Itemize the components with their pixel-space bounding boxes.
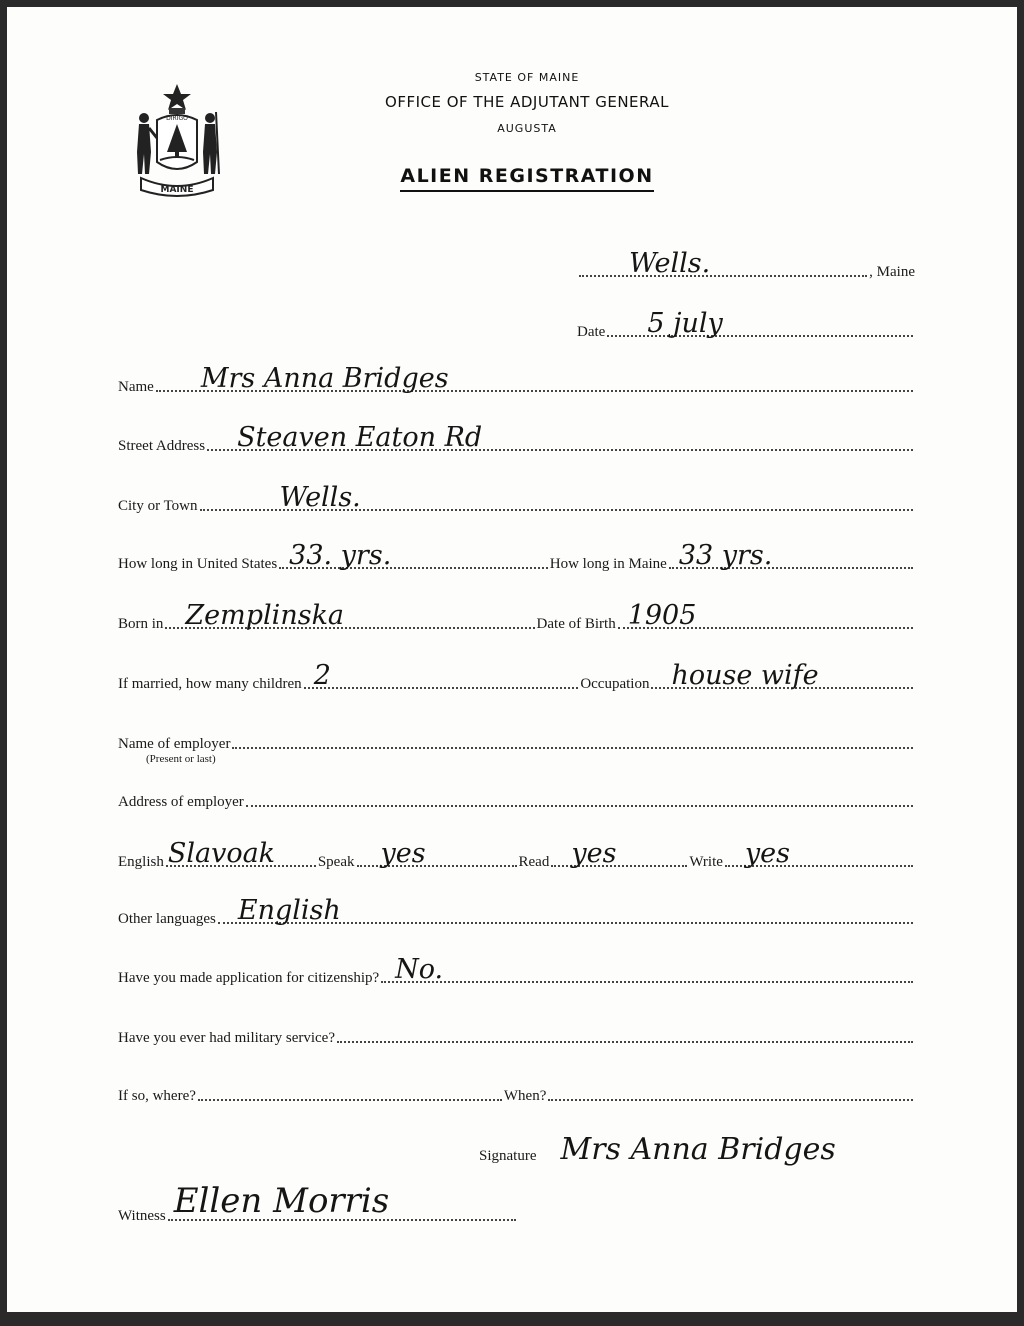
maine-years-label: How long in Maine — [549, 556, 667, 572]
street-value: Steaven Eaton Rd — [237, 422, 483, 453]
when-field[interactable] — [548, 1079, 913, 1101]
maine-state-seal-icon — [127, 82, 227, 202]
birth-date-value: 1905 — [627, 600, 697, 631]
witness-label: Witness — [118, 1208, 166, 1224]
where-field[interactable] — [198, 1079, 502, 1101]
occupation-value: house wife — [671, 660, 819, 691]
children-field[interactable] — [304, 660, 579, 691]
military-field[interactable] — [337, 1021, 913, 1043]
town-field[interactable] — [579, 248, 867, 279]
signature-value: Mrs Anna Bridges — [560, 1132, 836, 1167]
citizenship-row — [118, 954, 915, 987]
svg-text:MAINE: MAINE — [160, 185, 194, 195]
read-field[interactable] — [551, 838, 687, 869]
date-field[interactable] — [607, 308, 913, 339]
name-field[interactable] — [156, 363, 913, 394]
speak-label: Speak — [317, 854, 355, 870]
family-row — [118, 660, 915, 693]
birth-date-field[interactable] — [618, 600, 913, 631]
date-label: Date — [577, 324, 606, 340]
registration-form-page — [7, 7, 1017, 1312]
city-field[interactable] — [200, 482, 913, 513]
city-row — [118, 482, 915, 515]
citizenship-field[interactable] — [381, 954, 913, 985]
signature-field[interactable] — [541, 1132, 952, 1167]
employer-label: Name of employer — [118, 736, 231, 752]
citizenship-label: Have you made application for citizenship? — [118, 970, 380, 986]
witness-field[interactable] — [168, 1181, 516, 1221]
born-in-field[interactable] — [165, 600, 534, 631]
language-row — [118, 838, 915, 871]
other-languages-label: Other languages — [118, 911, 216, 927]
occupation-label: Occupation — [580, 676, 650, 692]
witness-row — [118, 1181, 518, 1225]
citizenship-value: No. — [395, 954, 444, 985]
read-value: yes — [571, 838, 617, 869]
date-row — [577, 308, 915, 341]
birth-date-label: Date of Birth — [536, 616, 616, 632]
city-label: City or Town — [118, 498, 198, 514]
street-row — [118, 422, 915, 455]
write-field[interactable] — [725, 838, 913, 869]
city-value: Wells. — [279, 482, 361, 513]
write-value: yes — [744, 838, 790, 869]
children-label: If married, how many children — [118, 676, 302, 692]
english-field[interactable] — [166, 838, 316, 869]
maine-suffix: , Maine — [869, 264, 915, 280]
us-years-label: How long in United States — [118, 556, 278, 572]
speak-field[interactable] — [357, 838, 517, 869]
us-years-field[interactable] — [279, 540, 548, 571]
maine-years-field[interactable] — [669, 540, 913, 571]
born-in-value: Zemplinska — [185, 600, 345, 631]
form-title: ALIEN REGISTRATION — [347, 165, 707, 187]
birth-row — [118, 600, 915, 633]
other-languages-field[interactable] — [218, 895, 913, 926]
employer-address-row — [118, 787, 915, 811]
office-header: OFFICE OF THE ADJUTANT GENERAL — [385, 93, 669, 111]
state-header: STATE OF MAINE — [474, 71, 580, 84]
name-row — [118, 363, 915, 396]
where-label: If so, where? — [118, 1088, 196, 1104]
name-value: Mrs Anna Bridges — [200, 363, 449, 394]
military-row — [118, 1023, 915, 1047]
write-label: Write — [689, 854, 723, 870]
name-label: Name — [118, 379, 154, 395]
employer-address-label: Address of employer — [118, 794, 244, 810]
svg-text:DIRIGO: DIRIGO — [166, 115, 188, 122]
employer-field[interactable] — [232, 727, 913, 749]
speak-value: yes — [380, 838, 426, 869]
born-in-label: Born in — [118, 616, 164, 632]
other-languages-value: English — [237, 895, 341, 926]
employer-sublabel: (Present or last) — [146, 753, 216, 765]
military-label: Have you ever had military service? — [118, 1030, 335, 1046]
signature-label: Signature — [479, 1148, 537, 1164]
employer-address-field[interactable] — [246, 785, 913, 807]
residence-row — [118, 540, 915, 573]
street-field[interactable] — [207, 422, 913, 453]
other-languages-row — [118, 895, 915, 928]
occupation-field[interactable] — [651, 660, 913, 691]
maine-years-value: 33 yrs. — [678, 540, 773, 571]
city-header: AUGUSTA — [497, 122, 557, 135]
english-value: Slavoak — [167, 838, 276, 869]
service-row — [118, 1081, 915, 1105]
when-label: When? — [503, 1088, 547, 1104]
children-value: 2 — [313, 660, 331, 691]
english-label: English — [118, 854, 164, 870]
witness-value: Ellen Morris — [173, 1181, 390, 1221]
street-label: Street Address — [118, 438, 206, 454]
town-row — [577, 248, 915, 281]
town-value: Wells. — [629, 248, 711, 279]
read-label: Read — [518, 854, 550, 870]
us-years-value: 33. yrs. — [289, 540, 392, 571]
employer-row — [118, 729, 915, 753]
date-value: 5 july — [647, 308, 723, 339]
signature-row — [479, 1132, 951, 1167]
